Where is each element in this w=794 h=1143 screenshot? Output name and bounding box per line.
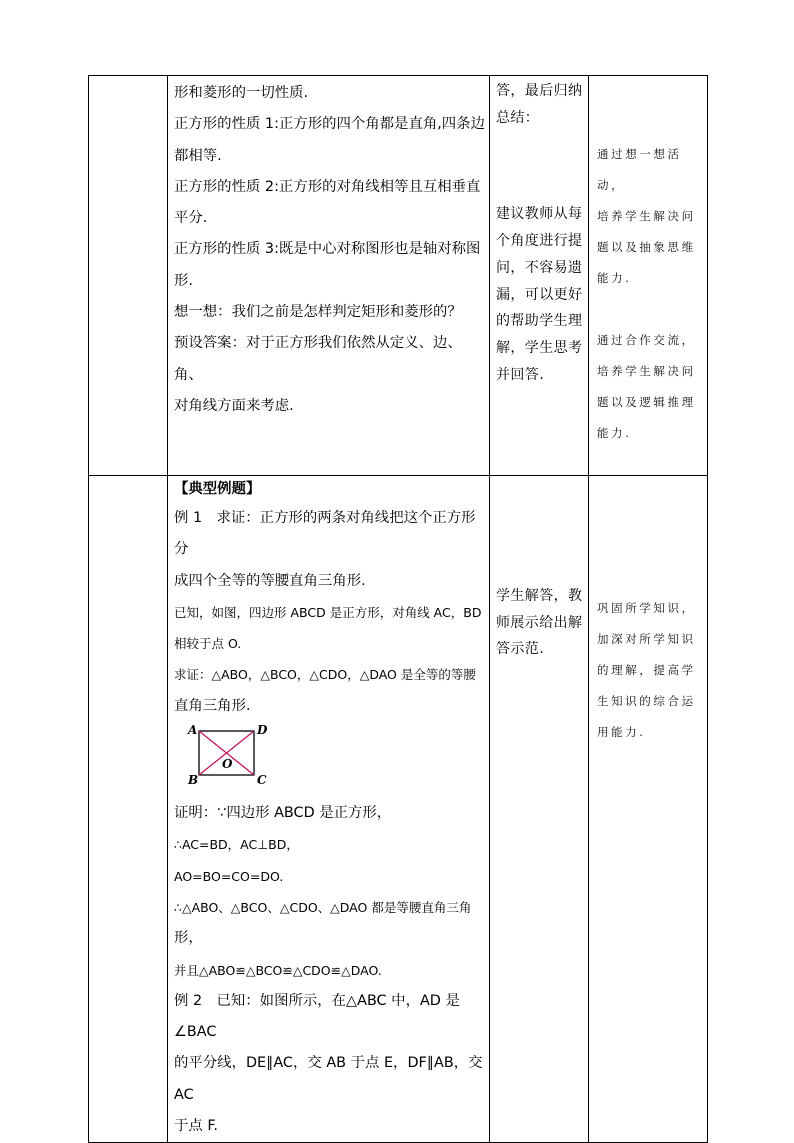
content-line: 求证：△ABO，△BCO，△CDO，△DAO 是全等的等腰 — [174, 667, 476, 683]
table-row — [89, 76, 708, 476]
content-line: 证明：∵四边形 ABCD 是正方形， — [174, 805, 392, 822]
content-line: AO=BO=CO=DO. — [174, 868, 284, 884]
purpose-line: 的理解，提高学 — [597, 663, 696, 677]
content-line: 的平分线，DE∥AC，交 AB 于点 E，DF∥AB，交 AC — [174, 1055, 483, 1103]
content-line: 直角三角形. — [174, 697, 251, 714]
purpose-line: 加深对所学知识 — [597, 632, 696, 646]
content-line: 已知，如图，四边形 ABCD 是正方形，对角线 AC，BD — [174, 604, 482, 620]
stage-cell — [89, 76, 168, 476]
content-line: 成四个全等的等腰直角三角形. — [174, 572, 366, 589]
center-label-o: O — [222, 757, 233, 772]
purpose-line: 题以及逻辑推理 — [597, 395, 696, 409]
content-line: 都相等. — [174, 147, 222, 164]
content-line: 并且△ABO≌△BCO≌△CDO≌△DAO. — [174, 962, 382, 978]
content-line: 正方形的性质 3:既是中心对称图形也是轴对称图 — [174, 241, 481, 258]
activity-line: 并回答. — [496, 366, 545, 383]
purpose-line: 能力. — [597, 426, 632, 440]
purpose-line: 题以及抽象思维 — [597, 240, 696, 254]
section-heading: 【典型例题】 — [174, 481, 261, 497]
content-line: 正方形的性质 1:正方形的四个角都是直角,四条边 — [174, 116, 485, 133]
activity-line: 个角度进行提 — [496, 233, 583, 250]
vertex-label-a: A — [188, 723, 198, 738]
content-line: 形和菱形的一切性质. — [174, 85, 309, 101]
content-cell — [168, 76, 490, 476]
activity-line: 解，学生思考 — [496, 339, 583, 356]
content-line: ∴AC=BD，AC⊥BD， — [174, 837, 299, 853]
activity-line: 问，不容易遗 — [496, 259, 583, 276]
content-line: 形， — [174, 930, 203, 947]
activity-line: 的帮助学生理 — [496, 313, 583, 330]
activity-line: 答，最后归纳 — [496, 83, 583, 99]
content-line: 平分. — [174, 210, 208, 227]
content-line: 例 1 求证：正方形的两条对角线把这个正方形分 — [174, 510, 476, 558]
activity-cell — [490, 76, 589, 476]
activity-line: 漏，可以更好 — [496, 286, 583, 303]
activity-line: 学生解答，教 — [496, 588, 583, 604]
activity-line: 答示范. — [496, 641, 545, 658]
purpose-line: 培养学生解决问 — [597, 209, 696, 223]
purpose-line: 通过想一想活动， — [597, 147, 682, 192]
square-figure — [178, 722, 268, 794]
purpose-line: 巩固所学知识， — [597, 601, 696, 615]
purpose-line: 通过合作交流， — [597, 333, 696, 347]
content-line: 预设答案：对于正方形我们依然从定义、边、角、 — [174, 335, 462, 383]
content-cell — [168, 476, 490, 1143]
purpose-line: 用能力. — [597, 725, 646, 739]
content-line: 相较于点 O. — [174, 636, 242, 652]
vertex-label-c: C — [257, 773, 267, 788]
table-row — [89, 476, 708, 1143]
vertex-label-d: D — [257, 723, 268, 738]
content-line: 对角线方面来考虑. — [174, 397, 294, 414]
activity-cell — [490, 476, 589, 1143]
purpose-line: 生知识的综合运 — [597, 694, 696, 708]
activity-line: 建议教师从每 — [496, 206, 583, 223]
purpose-line: 能力. — [597, 271, 632, 285]
content-line: 于点 F. — [174, 1118, 218, 1135]
purpose-line: 培养学生解决问 — [597, 364, 696, 378]
purpose-cell — [589, 476, 708, 1143]
activity-line: 总结： — [496, 109, 540, 126]
activity-line: 师展示给出解 — [496, 614, 583, 631]
stage-cell — [89, 476, 168, 1143]
purpose-cell — [589, 76, 708, 476]
vertex-label-b: B — [188, 773, 199, 788]
content-line: 例 2 已知：如图所示，在△ABC 中，AD 是∠BAC — [174, 992, 460, 1041]
content-line: 想一想：我们之前是怎样判定矩形和菱形的？ — [174, 304, 462, 321]
lesson-plan-table — [88, 75, 708, 1143]
content-line: 正方形的性质 2:正方形的对角线相等且互相垂直 — [174, 178, 481, 195]
content-line: 形. — [174, 272, 193, 289]
content-line: ∴△ABO、△BCO、△CDO、△DAO 都是等腰直角三角 — [174, 899, 472, 915]
